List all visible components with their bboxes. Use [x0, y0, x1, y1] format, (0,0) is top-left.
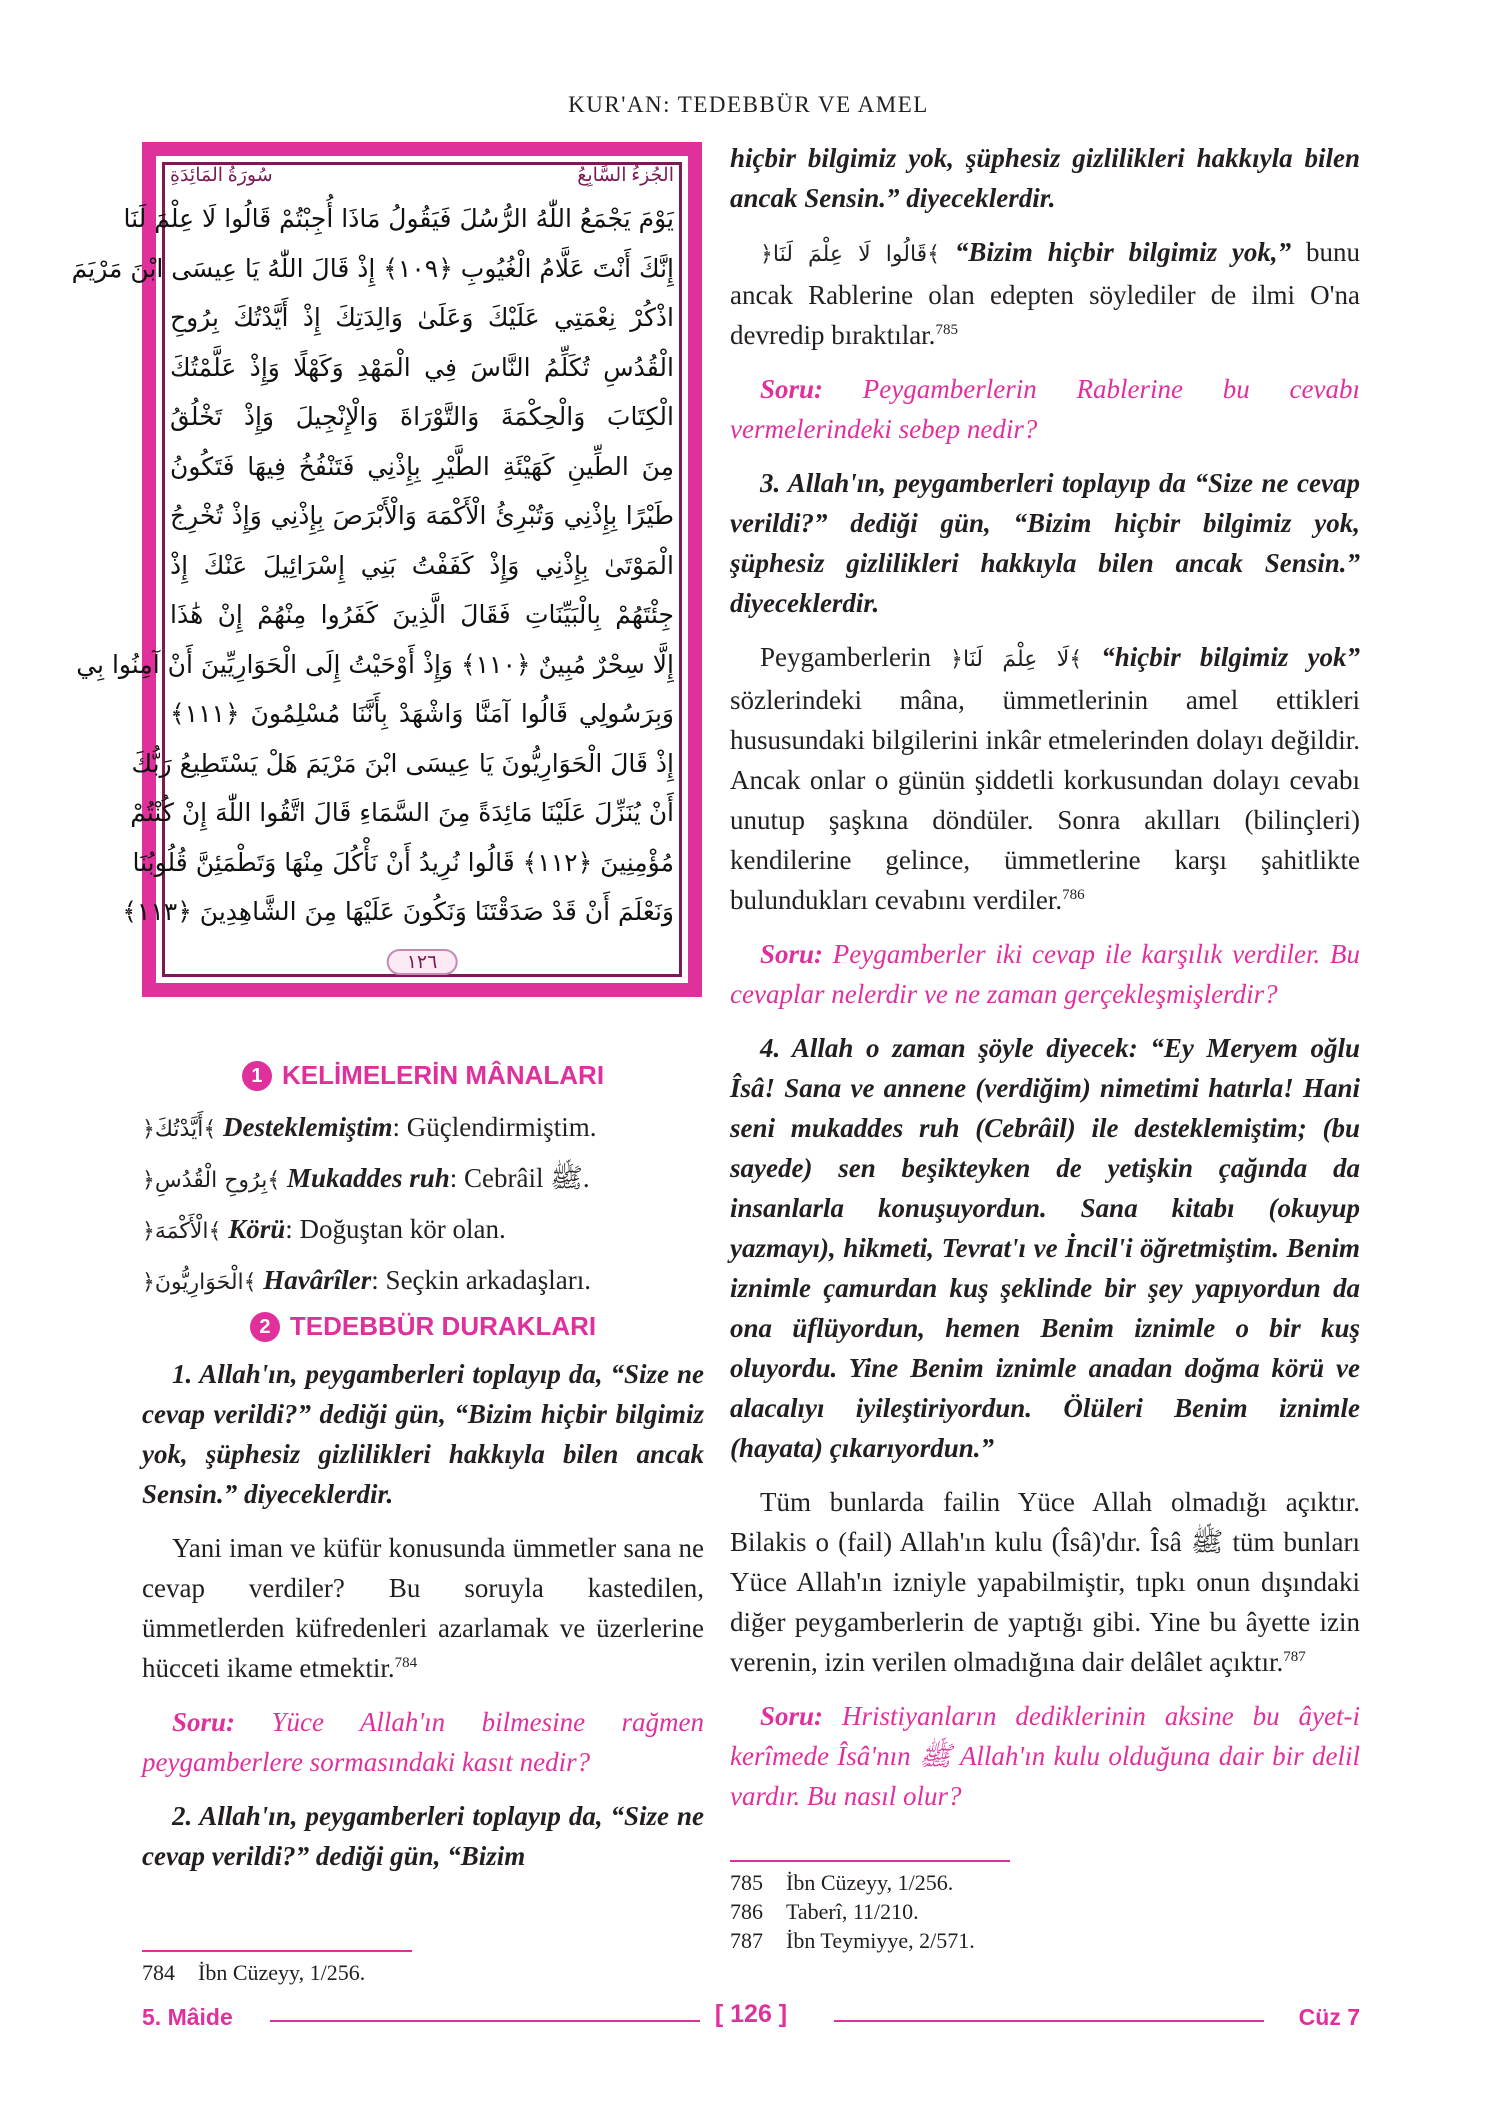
mushaf-line: الْقُدُسِ تُكَلِّمُ النَّاسَ فِي الْمَهْدِ وَكَهْلًا وَإِذْ عَلَّمْتُكَ: [170, 352, 674, 382]
meaning: : Güçlendirmiştim.: [392, 1112, 597, 1142]
mushaf-line: الْمَوْتَىٰ بِإِذْنِي وَإِذْ كَفَفْتُ بَنِي إِسْرَائِيلَ عَنْكَ إِذْ: [170, 550, 674, 580]
paragraph: [730, 232, 1360, 355]
arabic-quote: ﴿قَالُوا لَا عِلْمَ لَنَا﴾: [760, 242, 941, 267]
page-footer: [142, 2000, 1360, 2040]
footnote-ref: 787: [1283, 1649, 1306, 1665]
left-column: [142, 1060, 704, 1890]
footnote-text: İbn Cüzeyy, 1/256.: [198, 1960, 366, 1985]
footnote-ref: 785: [935, 322, 958, 338]
mushaf-line: مِنَ الطِّينِ كَهَيْئَةِ الطَّيْرِ بِإِذْنِي فَتَنْفُخُ فِيهَا فَتَكُونُ: [170, 451, 674, 481]
footnote-number: 784: [142, 1960, 175, 1985]
quote: “hiçbir bilgimiz yok”: [1082, 642, 1360, 672]
footnote-text: İbn Cüzeyy, 1/256.: [786, 1870, 954, 1895]
arabic-term: ﴿الْأَكْمَهَ﴾: [142, 1219, 222, 1244]
meaning: : Doğuştan kör olan.: [285, 1214, 506, 1244]
section-title: KELİMELERİN MÂNALARI: [281, 1060, 605, 1090]
vocabulary-item: [142, 1256, 704, 1307]
term: Mukaddes ruh: [286, 1163, 450, 1193]
footnote-number: 786: [730, 1899, 763, 1924]
vocabulary-item: [142, 1103, 704, 1154]
section-number-badge: 2: [250, 1312, 280, 1342]
footnote-number: 785: [730, 1870, 763, 1895]
mushaf-line: اذْكُرْ نِعْمَتِي عَلَيْكَ وَعَلَىٰ وَالِدَتِكَ إِذْ أَيَّدْتُكَ بِرُوحِ: [170, 303, 674, 332]
meaning: : Cebrâil ﷺ.: [449, 1163, 590, 1193]
footnote: [730, 1897, 919, 1926]
footnote-rule: [730, 1860, 1010, 1862]
footnote-rule: [142, 1950, 412, 1952]
footnote-text: İbn Teymiyye, 2/571.: [786, 1928, 975, 1953]
mushaf-page-number: ١٢٦: [387, 949, 458, 975]
mushaf-line: مُؤْمِنِينَ ﴿١١٢﴾ قَالُوا نُرِيدُ أَنْ نَأْكُلَ مِنْهَا وَتَطْمَئِنَّ قُلُوبُنَا: [132, 847, 674, 877]
study-question-text: Hristiyanların dediklerinin aksine bu âyet-i kerîmede Îsâ'nın ﷺ Allah'ın kulu olduğuna dair bir delil vardır. Bu nasıl olur?: [730, 1701, 1361, 1811]
footer-surah: 5. Mâide: [142, 2004, 233, 2030]
vocabulary-item: [142, 1205, 704, 1256]
study-question-label: Soru:: [760, 374, 824, 404]
footnote: [730, 1926, 975, 1955]
mushaf-line: إِنَّكَ أَنْتَ عَلَّامُ الْغُيُوبِ ﴿١٠٩﴾ إِذْ قَالَ اللّٰهُ يَا عِيسَى ابْنَ مَرْيَمَ: [71, 253, 674, 283]
study-question: [142, 1702, 704, 1782]
question-2-end: hiçbir bilgimiz yok, şüphesiz gizlilikleri hakkıyla bilen ancak Sensin.” diyeceklerdir.: [730, 143, 1360, 213]
mushaf-page: [71, 142, 702, 997]
study-question-label: Soru:: [760, 1701, 824, 1731]
mushaf-line: إِلَّا سِحْرٌ مُبِينٌ ﴿١١٠﴾ وَإِذْ أَوْحَيْتُ إِلَى الْحَوَارِيِّينَ أَنْ آمِنُوا بِي: [76, 649, 674, 679]
paragraph: [730, 637, 1360, 920]
mushaf-text: [71, 196, 674, 935]
question-1: 1. Allah'ın, peygamberleri toplayıp da, “Size ne cevap verildi?” dediği gün, “Bizim hiçbir bilgimiz yok, şüphesiz gizlilikleri hakkıyla bilen ancak Sensin.” diyeceklerdir.: [142, 1359, 704, 1509]
mushaf-line: وَنَعْلَمَ أَنْ قَدْ صَدَقْتَنَا وَنَكُونَ عَلَيْهَا مِنَ الشَّاهِدِينَ ﴿١١٣﴾: [122, 897, 674, 926]
paragraph: [142, 1528, 704, 1688]
study-question-label: Soru:: [172, 1707, 236, 1737]
study-question-text: Yüce Allah'ın bilmesine rağmen peygamberlere sormasındaki kasıt nedir?: [142, 1707, 704, 1777]
question-4: 4. Allah o zaman şöyle diyecek: “Ey Meryem oğlu Îsâ! Sana ve annene (verdiğim) nimetimi hatırla! Hani seni mukaddes ruh (Cebrâil) ile desteklemiştim; (bu sayede) sen beşikteyken de yetişkin çağında da insanlarla konuşuyordun. Sana kitabı (okuyup yazmayı), hikmeti, Tevrat'ı ve İncil'i öğretmiştim. Benim iznimle çamurdan kuş şeklinde bir şey yapıyordun da ona üflüyordun, hemen Benim iznimle o bir kuş oluyordu. Yine Benim iznimle anadan doğma körü ve alacalıyı iyileştiriyordun. Ölüleri Benim iznimle (hayata) çıkarıyordun.”: [730, 1033, 1360, 1463]
arabic-term: ﴿الْحَوَارِيُّونَ﴾: [142, 1270, 257, 1295]
mushaf-line: الْكِتَابَ وَالْحِكْمَةَ وَالتَّوْرَاةَ وَالْإِنْجِيلَ وَإِذْ تَخْلُقُ: [170, 402, 674, 431]
arabic-term: ﴿أَيَّدْتُكَ﴾: [142, 1117, 217, 1142]
study-question: [730, 934, 1360, 1014]
question-3: 3. Allah'ın, peygamberleri toplayıp da “Size ne cevap verildi?” dediği gün, “Bizim hiçbir bilgimiz yok, şüphesiz gizlilikleri hakkıyla bilen ancak Sensin.” diyeceklerdir.: [730, 468, 1360, 618]
study-question: [730, 1696, 1360, 1816]
paragraph-text: Yani iman ve küfür konusunda ümmetler sana ne cevap verdiler? Bu soruyla kastedilen, ümmetlerden küfredenleri azarlamak ve üzerlerine hücceti ikame etmektir.: [142, 1533, 704, 1683]
running-head: KUR'AN: TEDEBBÜR VE AMEL: [568, 92, 929, 117]
term: Havârîler: [263, 1265, 372, 1295]
footer-rule-left: [270, 2020, 700, 2022]
section-heading-reflection: [142, 1311, 704, 1342]
paragraph-text: sözlerindeki mâna, ümmetlerinin amel ettikleri hususundaki bilgilerini inkâr etmelerinden dolayı değildir. Ancak onlar o günün şiddetli korkusundan dolayı cevabı unutup şaşkına döndüler. Sonra akılları (bilinçleri) kendilerine gelince, ümmetlerine karşı şahitlikte bulundukları cevabını verdiler.: [730, 685, 1360, 915]
meaning: : Seçkin arkadaşları.: [371, 1265, 591, 1295]
footnote: [142, 1958, 365, 1987]
footnote-ref: 786: [1062, 887, 1085, 903]
study-question: [730, 369, 1360, 449]
vocabulary-item: [142, 1154, 704, 1205]
mushaf-surah-label: سُورَةُ المَائِدَةِ: [170, 164, 273, 186]
footnote-text: Taberî, 11/210.: [786, 1899, 919, 1924]
footnote: [730, 1868, 953, 1897]
mushaf-line: طَيْرًا بِإِذْنِي وَتُبْرِئُ الْأَكْمَهَ وَالْأَبْرَصَ بِإِذْنِي وَإِذْ تُخْرِجُ: [170, 501, 674, 530]
study-question-text: Peygamberlerin Rablerine bu cevabı vermelerindeki sebep nedir?: [730, 374, 1360, 444]
section-number-badge: 1: [242, 1061, 272, 1091]
paragraph: [730, 1482, 1360, 1682]
paragraph-text: Peygamberlerin: [760, 642, 951, 672]
question-2-start: 2. Allah'ın, peygamberleri toplayıp da, “Size ne cevap verildi?” dediği gün, “Bizim: [142, 1801, 704, 1871]
arabic-quote: ﴿لَا عِلْمَ لَنَا﴾: [950, 647, 1083, 672]
study-question-label: Soru:: [760, 939, 824, 969]
quote: “Bizim hiçbir bilgimiz yok,”: [940, 237, 1292, 267]
mushaf-line: أَنْ يُنَزِّلَ عَلَيْنَا مَائِدَةً مِنَ السَّمَاءِ قَالَ اتَّقُوا اللّٰهَ إِنْ كُنْتُمْ: [130, 798, 674, 827]
section-title: TEDEBBÜR DURAKLARI: [289, 1311, 597, 1341]
paragraph-text: Tüm bunlarda failin Yüce Allah olmadığı açıktır. Bilakis o (fail) Allah'ın kulu (Îsâ)'dır. Îsâ ﷺ tüm bunları Yüce Allah'ın izniyle yapabilmiştir, tıpkı onun dışındaki diğer peygamberlerin de yaptığı gibi. Yine bu âyette izin verenin, izin verilen olmadığına dair delâlet açıktır.: [730, 1487, 1360, 1677]
term: Desteklemiştim: [222, 1112, 393, 1142]
mushaf-header: [170, 162, 674, 188]
vocabulary-list: [142, 1103, 704, 1307]
arabic-term: ﴿بِرُوحِ الْقُدُسِ﴾: [142, 1168, 281, 1193]
right-column: [730, 138, 1360, 1830]
section-heading-vocabulary: [142, 1060, 704, 1091]
mushaf-line: جِئْتَهُمْ بِالْبَيِّنَاتِ فَقَالَ الَّذِينَ كَفَرُوا مِنْهُمْ إِنْ هَٰذَا: [170, 600, 674, 629]
footer-rule-right: [834, 2020, 1264, 2022]
mushaf-line: وَبِرَسُولِي قَالُوا آمَنَّا وَاشْهَدْ بِأَنَّنَا مُسْلِمُونَ ﴿١١١﴾: [170, 699, 674, 728]
page-number: [ 126 ]: [714, 2000, 788, 2028]
footnote-number: 787: [730, 1928, 763, 1953]
term: Körü: [228, 1214, 286, 1244]
mushaf-line: إِذْ قَالَ الْحَوَارِيُّونَ يَا عِيسَى ابْنَ مَرْيَمَ هَلْ يَسْتَطِيعُ رَبُّكَ: [131, 748, 674, 778]
footer-juz: Cüz 7: [1298, 2004, 1360, 2030]
mushaf-line: يَوْمَ يَجْمَعُ اللّٰهُ الرُّسُلَ فَيَقُولُ مَاذَا أُجِبْتُمْ قَالُوا لَا عِلْمَ لَنَا: [123, 204, 674, 233]
mushaf-juz-label: الجُزءُ السَّابِعُ: [577, 164, 674, 186]
paragraph-text: bunu ancak Rablerine olan edepten söylediler de ilmi O'na devredip bıraktılar.: [730, 237, 1361, 350]
footnote-ref: 784: [394, 1655, 418, 1671]
study-question-text: Peygamberler iki cevap ile karşılık verdiler. Bu cevaplar nelerdir ve ne zaman gerçekleşmişlerdir?: [730, 939, 1360, 1009]
